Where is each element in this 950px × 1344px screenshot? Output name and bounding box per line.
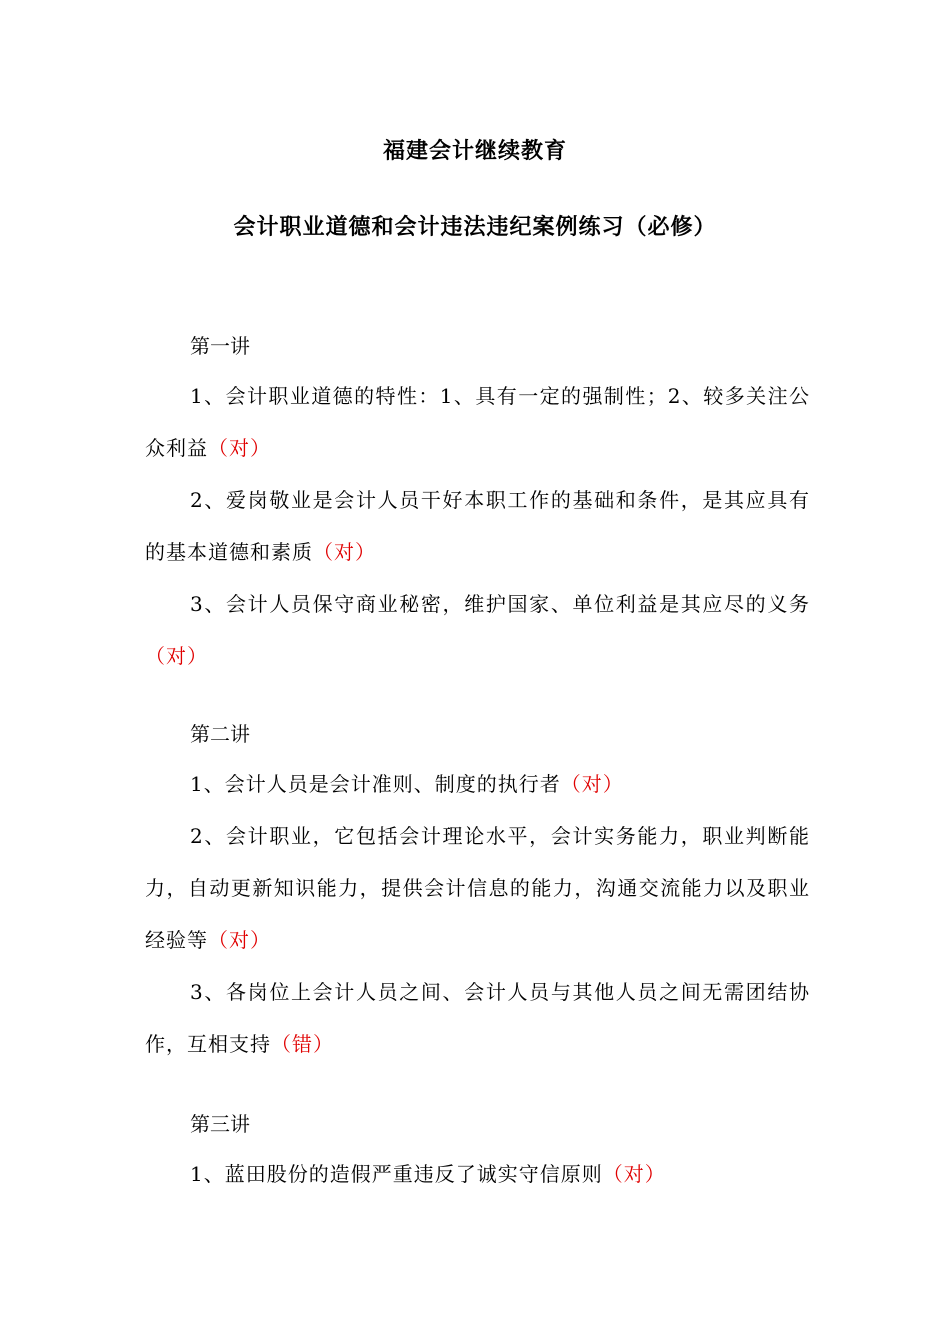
document-title: 福建会计继续教育	[382, 139, 567, 164]
question-item	[145, 758, 810, 810]
question-text: 3、会计人员保守商业秘密，维护国家、单位利益是其应尽的义务	[190, 592, 810, 616]
section-heading-2: 第二讲	[190, 722, 250, 746]
question-text: 2、爱岗敬业是会计人员干好本职工作的基础和条件，是其应具有的基本道德和素质	[145, 488, 810, 564]
answer-mark: （对）	[313, 540, 376, 564]
answer-mark: （对）	[208, 436, 271, 460]
question-text: 1、蓝田股份的造假严重违反了诚实守信原则	[190, 1162, 603, 1186]
answer-mark: （对）	[208, 928, 271, 952]
question-item	[145, 474, 810, 578]
question-text: 3、各岗位上会计人员之间、会计人员与其他人员之间无需团结协作，互相支持	[145, 980, 810, 1056]
answer-mark: （错）	[271, 1032, 334, 1056]
question-text: 2、会计职业，它包括会计理论水平，会计实务能力，职业判断能力，自动更新知识能力，提供会计信息的能力，沟通交流能力以及职业经验等	[145, 824, 810, 952]
question-item	[145, 578, 810, 682]
section-heading-3: 第三讲	[190, 1112, 250, 1136]
question-text: 1、会计人员是会计准则、制度的执行者	[190, 772, 561, 796]
question-item	[145, 966, 810, 1070]
answer-mark: （对）	[602, 1162, 666, 1186]
answer-mark: （对）	[145, 644, 208, 668]
document-subtitle: 会计职业道德和会计违法违纪案例练习（必修）	[233, 215, 717, 240]
question-item	[145, 1148, 810, 1200]
section-heading-1: 第一讲	[190, 334, 250, 358]
answer-mark: （对）	[560, 772, 624, 796]
question-item	[145, 370, 810, 474]
question-text: 1、会计职业道德的特性：1、具有一定的强制性；2、较多关注公众利益	[145, 384, 810, 460]
question-item	[145, 810, 810, 966]
